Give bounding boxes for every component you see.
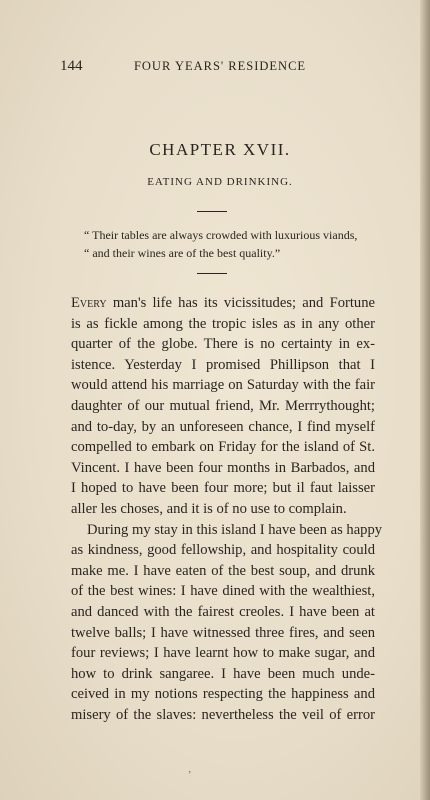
paper-speck: ʼ xyxy=(188,770,192,781)
divider-rule-bottom xyxy=(197,273,227,274)
body-line: and danced with the fairest creoles. I have been at xyxy=(71,603,375,620)
body-line: make me. I have eaten of the best soup, and drunk xyxy=(71,562,375,579)
divider-rule-top xyxy=(197,211,227,212)
epigraph-line: “ and their wines are of the best quality.” xyxy=(84,246,281,260)
body-line: compelled to embark on Friday for the island of St. xyxy=(71,439,375,456)
chapter-subtitle: EATING AND DRINKING. xyxy=(147,176,293,188)
body-line: misery of the slaves: nevertheless the veil of error xyxy=(71,706,375,723)
body-line: four reviews; I have learnt how to make sugar, and xyxy=(71,645,375,662)
body-line: how to drink sangaree. I have been much unde- xyxy=(71,665,375,682)
body-line: is as fickle among the tropic isles as in any other xyxy=(71,315,375,332)
body-line: twelve balls; I have witnessed three fires, and seen xyxy=(71,624,375,641)
body-line: istence. Yesterday I promised Phillipson that I xyxy=(71,356,375,373)
chapter-title: CHAPTER XVII. xyxy=(149,140,291,159)
body-line: aller les choses, and it is of no use to complain. xyxy=(71,500,347,517)
page-header xyxy=(60,58,380,75)
body-line: and to-day, by an unforeseen chance, I find myself xyxy=(71,418,375,435)
body-line: Vincent. I have been four months in Barbados, and xyxy=(71,459,375,476)
body-line: During my stay in this island I have been as happy xyxy=(87,521,383,538)
body-line: daughter of our mutual friend, Mr. Merrrythought; xyxy=(71,397,375,414)
body-line: of the best wines: I have dined with the wealthiest, xyxy=(71,583,375,600)
running-head: FOUR YEARS' RESIDENCE xyxy=(133,59,307,73)
epigraph-line: “ Their tables are always crowded with luxurious viands, xyxy=(84,228,358,242)
body-line: I hoped to have been four more; but il faut laisser xyxy=(71,480,375,497)
body-line: as kindness, good fellowship, and hospitality could xyxy=(71,542,375,559)
epigraph xyxy=(84,226,376,262)
body-line: quarter of the globe. There is no certainty in ex- xyxy=(71,336,375,353)
body-line: would attend his marriage on Saturday with the fair xyxy=(71,377,375,394)
body-line: ceived in my notions respecting the happiness and xyxy=(71,686,375,703)
page-number: 144 xyxy=(60,58,83,74)
opening-word: Every xyxy=(71,295,107,311)
page-gutter-shadow xyxy=(420,0,430,800)
body-text xyxy=(71,293,383,725)
body-line: Every man's life has its vicissitudes; and Fortune xyxy=(71,295,375,311)
